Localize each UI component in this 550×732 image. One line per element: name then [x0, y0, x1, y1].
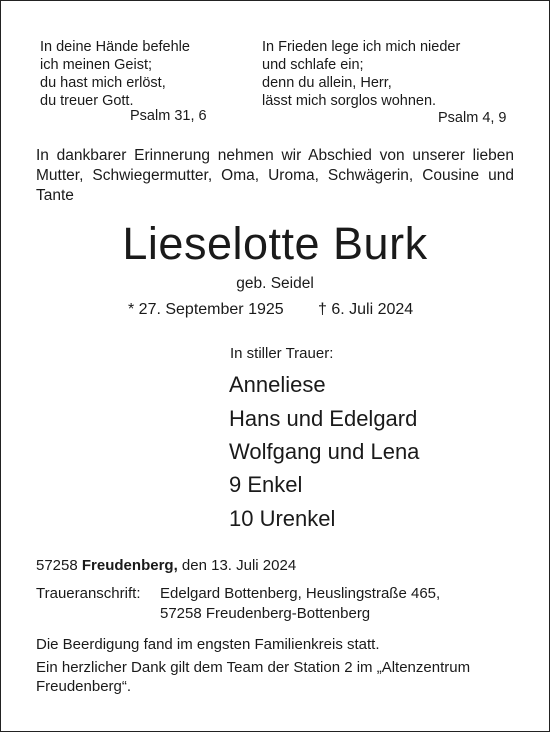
place-name: Freudenberg,	[81, 557, 178, 574]
announcement-date: den 13. Juli 2024	[177, 557, 297, 574]
intro-text: In dankbarer Erinnerung nehmen wir Abschied von unserer lieben Mutter, Schwiegermutter, Oma, Uroma, Schwägerin, Cousine und Tante	[36, 147, 514, 204]
address-label: Traueranschrift:	[36, 585, 141, 602]
burial-note: Die Beerdigung fand im engsten Familienkreis statt.	[36, 636, 380, 653]
psalm-left	[40, 38, 190, 110]
mourner-name: Anneliese	[229, 372, 326, 397]
address-line-1: Edelgard Bottenberg, Heuslingstraße 465,	[160, 585, 441, 602]
thanks-line-2: Freudenberg“.	[36, 678, 132, 695]
psalm-left-line: ich meinen Geist;	[40, 57, 153, 73]
mourner-name: 9 Enkel	[229, 472, 303, 497]
death-date: † 6. Juli 2024	[318, 301, 414, 318]
psalm-left-line: du treuer Gott.	[40, 93, 134, 109]
mourner-name: 10 Urenkel	[229, 506, 336, 531]
postal-code: 57258	[36, 557, 82, 574]
birth-date: * 27. September 1925	[128, 301, 284, 318]
birth-name: geb. Seidel	[236, 275, 314, 292]
psalm-right-line: denn du allein, Herr,	[262, 75, 392, 91]
psalm-right-reference: Psalm 4, 9	[438, 110, 507, 126]
mourning-heading: In stiller Trauer:	[230, 345, 334, 362]
psalm-left-reference: Psalm 31, 6	[130, 108, 207, 124]
mourner-name: Hans und Edelgard	[229, 406, 418, 431]
thanks-line-1: Ein herzlicher Dank gilt dem Team der Station 2 im „Altenzentrum	[36, 659, 471, 676]
psalm-left-line: du hast mich erlöst,	[40, 75, 166, 91]
deceased-name: Lieselotte Burk	[122, 218, 428, 269]
psalm-right-line: und schlafe ein;	[262, 57, 364, 73]
psalm-left-line: In deine Hände befehle	[40, 39, 190, 55]
address-line-2: 57258 Freudenberg-Bottenberg	[160, 605, 371, 622]
psalm-right-line: lässt mich sorglos wohnen.	[262, 93, 437, 109]
mourner-name: Wolfgang und Lena	[229, 439, 420, 464]
psalm-right	[262, 38, 460, 110]
psalm-right-line: In Frieden lege ich mich nieder	[262, 39, 461, 55]
place-date-line	[36, 557, 296, 574]
